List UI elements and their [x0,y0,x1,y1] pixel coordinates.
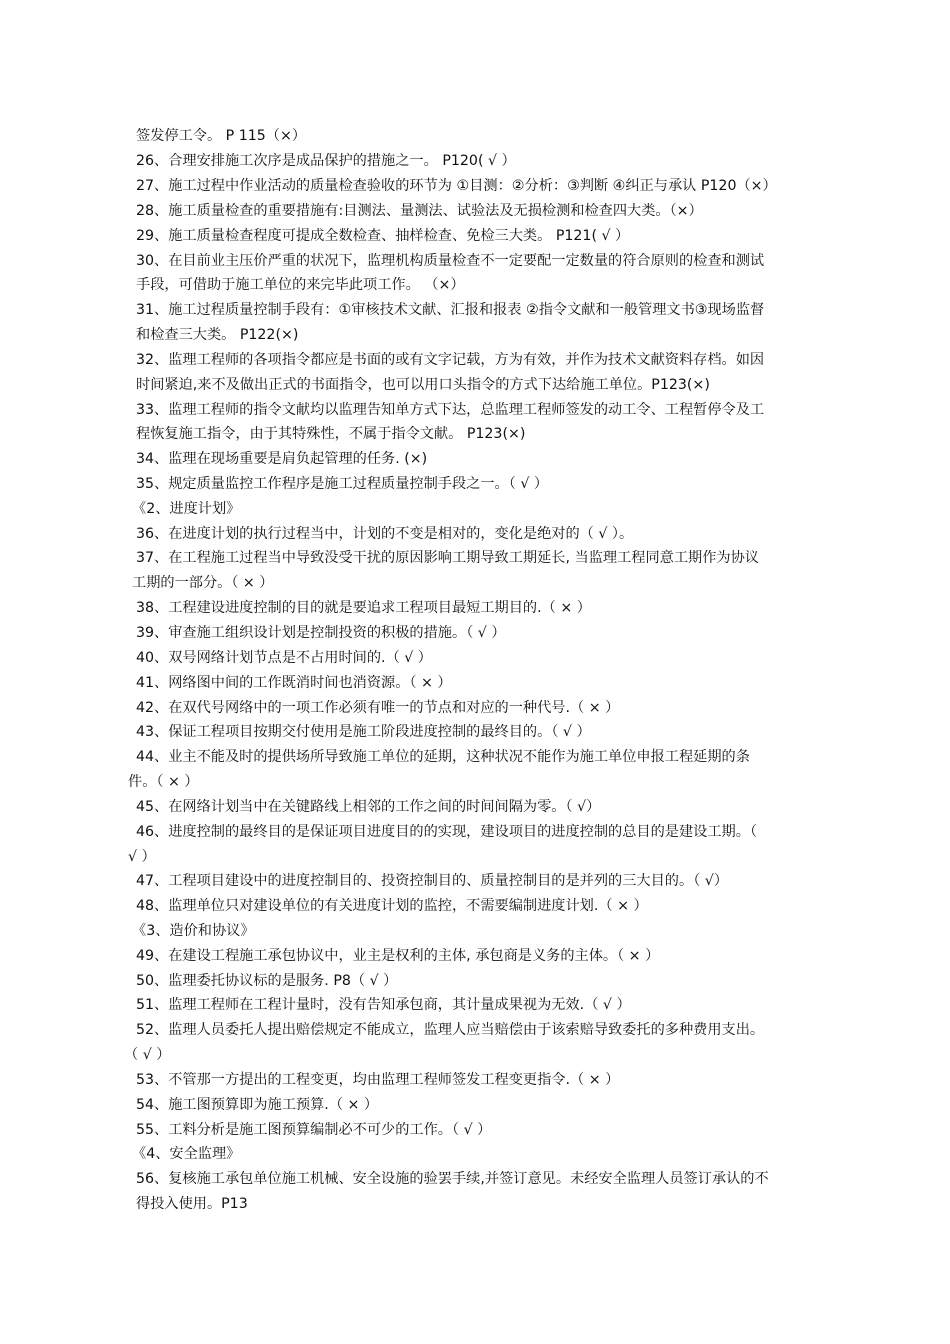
text-line: 39、审查施工组织设计划是控制投资的积极的措施。（ √ ） [136,625,506,641]
text-line: 37、在工程施工过程当中导致没受干扰的原因影响工期导致工期延长, 当监理工程同意工期作为协议 [136,550,759,566]
text-line: 得投入使用。P13 [136,1196,248,1212]
text-line: 44、业主不能及时的提供场所导致施工单位的延期，这种状况不能作为施工单位申报工程延期的条 [136,749,750,765]
text-line: √ ） [128,849,156,865]
text-line: 27、施工过程中作业活动的质量检查验收的环节为 ①目测：②分析：③判断 ④纠正与承认 P120（×） [136,178,777,194]
section-heading: 《3、造价和协议》 [132,923,255,939]
text-line: 31、施工过程质量控制手段有：①审核技术文献、汇报和报表 ②指令文献和一般管理文书③现场监督 [136,302,765,318]
text-line: 55、工料分析是施工图预算编制必不可少的工作。（ √ ） [136,1122,492,1138]
text-line: 40、双号网络计划节点是不占用时间的.（ √ ） [136,650,432,666]
text-line: 时间紧迫,来不及做出正式的书面指令，也可以用口头指令的方式下达给施工单位。P123(×) [136,377,710,393]
text-line: 工期的一部分。（ × ） [132,575,274,591]
text-line: 50、监理委托协议标的是服务. P8（ √ ） [136,973,398,989]
text-line: 53、不管那一方提出的工程变更，均由监理工程师签发工程变更指令.（ × ） [136,1072,620,1088]
text-line: 38、工程建设进度控制的目的就是要追求工程项目最短工期目的.（ × ） [136,600,591,616]
section-heading: 《4、安全监理》 [132,1146,241,1162]
text-line: 51、监理工程师在工程计量时，没有告知承包商，其计量成果视为无效.（ √ ） [136,997,631,1013]
text-line: 56、复核施工承包单位施工机械、安全设施的验罢手续,并签订意见。未经安全监理人员签订承认的不 [136,1171,769,1187]
text-line: 43、保证工程项目按期交付使用是施工阶段进度控制的最终目的。（ √ ） [136,724,591,740]
text-line: 36、在进度计划的执行过程当中，计划的不变是相对的，变化是绝对的（ √ ）。 [136,526,634,542]
text-line: 33、监理工程师的指令文献均以监理告知单方式下达，总监理工程师签发的动工令、工程暂停令及工 [136,402,765,418]
text-line: 30、在目前业主压价严重的状况下，监理机构质量检查不一定要配一定数量的符合原则的检查和测试 [136,253,765,269]
text-line: 41、网络图中间的工作既消时间也消资源。（ × ） [136,675,452,691]
text-line: 46、进度控制的最终目的是保证项目进度目的的实现，建设项目的进度控制的总目的是建设工期。（ [136,824,758,840]
text-line: 54、施工图预算即为施工预算.（ × ） [136,1097,379,1113]
text-line: 件。（ × ） [128,774,199,790]
text-line: 26、合理安排施工次序是成品保护的措施之一。 P120( √ ） [136,153,516,169]
text-line: 32、监理工程师的各项指令都应是书面的或有文字记载，方为有效，并作为技术文献资料存档。如因 [136,352,765,368]
text-line: （ √ ） [124,1047,171,1063]
text-line: 手段，可借助于施工单位的来完毕此项工作。 （×） [136,277,465,293]
text-line: 签发停工令。 P 115（×） [136,128,307,144]
text-line: 28、施工质量检查的重要措施有:目测法、量测法、试验法及无损检测和检查四大类。（×） [136,203,703,219]
text-line: 34、监理在现场重要是肩负起管理的任务. (×) [136,451,428,467]
text-line: 35、规定质量监控工作程序是施工过程质量控制手段之一。（ √ ） [136,476,549,492]
text-line: 49、在建设工程施工承包协议中，业主是权利的主体, 承包商是义务的主体。（ × ） [136,948,660,964]
text-line: 48、监理单位只对建设单位的有关进度计划的监控，不需要编制进度计划.（ × ） [136,898,648,914]
text-line: 52、监理人员委托人提出赔偿规定不能成立，监理人应当赔偿由于该索赔导致委托的多种费用支出。 [136,1022,765,1038]
section-heading: 《2、进度计划》 [132,501,241,517]
text-line: 45、在网络计划当中在关键路线上相邻的工作之间的时间间隔为零。（ √） [136,799,601,815]
text-line: 29、施工质量检查程度可提成全数检查、抽样检查、免检三大类。 P121( √ ） [136,228,630,244]
text-line: 和检查三大类。 P122(×) [136,327,299,343]
text-line: 42、在双代号网络中的一项工作必须有唯一的节点和对应的一种代号.（ × ） [136,700,620,716]
text-line: 47、工程项目建设中的进度控制目的、投资控制目的、质量控制目的是并列的三大目的。（ √） [136,873,729,889]
text-line: 程恢复施工指令，由于其特殊性，不属于指令文献。 P123(×) [136,426,526,442]
